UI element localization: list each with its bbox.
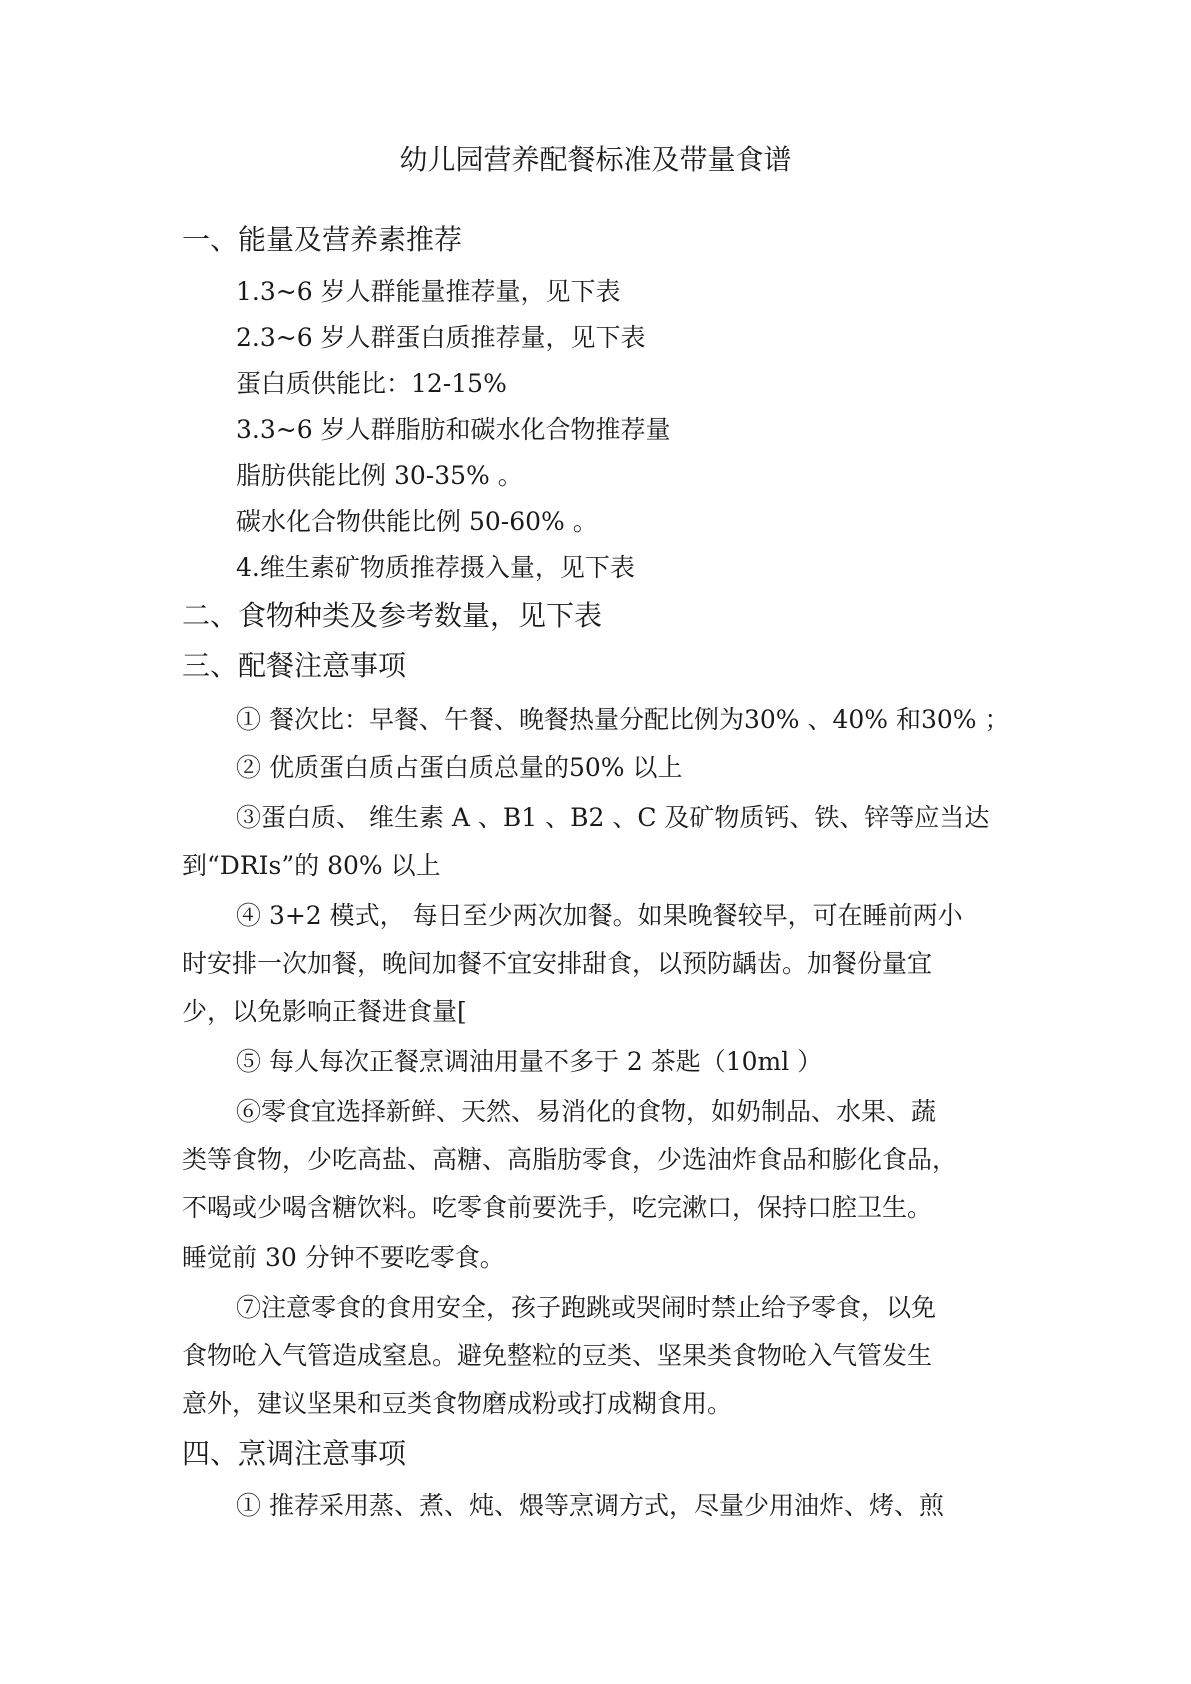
paragraph-line: ④ 3+2 模式， 每日至少两次加餐。如果晚餐较早，可在睡前两小 — [236, 901, 963, 930]
paragraph-line: 碳水化合物供能比例 50-60% 。 — [236, 507, 598, 536]
paragraph-line: ① 餐次比：早餐、午餐、晚餐热量分配比例为30% 、40% 和30% ； — [236, 705, 1010, 734]
paragraph-line: 食物呛入气管造成窒息。避免整粒的豆类、坚果类食物呛入气管发生 — [182, 1341, 933, 1370]
paragraph-line: 睡觉前 30 分钟不要吃零食。 — [182, 1243, 505, 1272]
paragraph-line: 时安排一次加餐，晚间加餐不宜安排甜食，以预防龋齿。加餐份量宜 — [182, 949, 933, 978]
paragraph-line: 1.3~6 岁人群能量推荐量，见下表 — [236, 277, 621, 306]
paragraph-line: 到“DRIs”的 80% 以上 — [182, 851, 441, 880]
section-heading-2: 二、食物种类及参考数量，见下表 — [182, 599, 603, 632]
paragraph-line: 2.3~6 岁人群蛋白质推荐量，见下表 — [236, 323, 646, 352]
document-title: 幼儿园营养配餐标准及带量食谱 — [399, 143, 792, 176]
paragraph-line: ③蛋白质、 维生素 A 、B1 、B2 、C 及矿物质钙、铁、锌等应当达 — [236, 803, 990, 832]
section-heading-3: 三、配餐注意事项 — [182, 649, 407, 682]
paragraph-line: ⑤ 每人每次正餐烹调油用量不多于 2 茶匙（10ml ） — [236, 1047, 823, 1076]
paragraph-line: ② 优质蛋白质占蛋白质总量的50% 以上 — [236, 753, 683, 782]
section-heading-4: 四、烹调注意事项 — [182, 1437, 407, 1470]
paragraph-line: ① 推荐采用蒸、煮、炖、煨等烹调方式，尽量少用油炸、烤、煎 — [236, 1491, 944, 1520]
section-heading-1: 一、能量及营养素推荐 — [182, 223, 463, 256]
paragraph-line: 不喝或少喝含糖饮料。吃零食前要洗手，吃完漱口，保持口腔卫生。 — [182, 1193, 933, 1222]
paragraph-line: 脂肪供能比例 30-35% 。 — [236, 461, 523, 490]
paragraph-line: ⑦注意零食的食用安全，孩子跑跳或哭闹时禁止给予零食，以免 — [236, 1293, 937, 1322]
paragraph-line: 3.3~6 岁人群脂肪和碳水化合物推荐量 — [236, 415, 671, 444]
paragraph-line: 意外，建议坚果和豆类食物磨成粉或打成糊食用。 — [182, 1389, 733, 1418]
paragraph-line: ⑥零食宜选择新鲜、天然、易消化的食物，如奶制品、水果、蔬 — [236, 1097, 937, 1126]
paragraph-line: 蛋白质供能比：12-15% — [236, 369, 507, 398]
paragraph-line: 类等食物，少吃高盐、高糖、高脂肪零食，少选油炸食品和膨化食品， — [182, 1145, 958, 1174]
paragraph-line: 4.维生素矿物质推荐摄入量，见下表 — [236, 553, 635, 582]
paragraph-line: 少，以免影响正餐进食量[ — [182, 997, 467, 1026]
